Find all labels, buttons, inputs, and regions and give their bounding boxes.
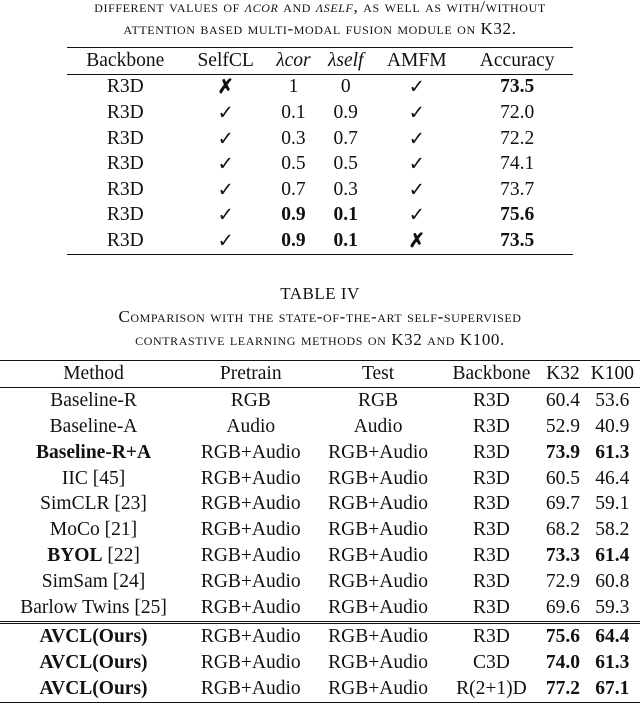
table-row [67,74,573,100]
backbone-cell: R3D [473,493,510,515]
method-name: AVCL(Ours) [39,625,148,647]
table3-header-accuracy: Accuracy [461,48,573,75]
table-row [0,491,640,517]
lambda-cor-cell: 0.5 [281,153,306,175]
backbone-cell: R3D [473,441,510,463]
table-row [0,595,640,622]
method-cell [0,569,187,595]
pretrain-cell: RGB+Audio [200,519,301,541]
test-cell: RGB+Audio [328,596,428,618]
method-name: Baseline-R+A [35,441,152,463]
lambda-self-symbol: λself [315,0,354,16]
test-cell: RGB+Audio [328,493,428,515]
k32-cell: 73.9 [545,441,580,463]
k32-cell: 77.2 [541,676,585,702]
table3-header-amfm: AMFM [372,48,461,75]
method-name: MoCo [49,519,100,541]
accuracy-cell: 73.5 [461,74,573,100]
k32-cell: 69.6 [545,596,580,618]
k100-cell: 58.2 [595,519,630,541]
table3-caption-line2: attention based multi-modal fusion module on K32. [123,19,517,38]
k100-cell: 60.8 [595,571,630,593]
pretrain-cell: RGB+Audio [200,651,301,673]
table3-caption-line1 [0,0,640,18]
check-icon: ✓ [217,154,234,176]
backbone-cell: R3D [106,101,144,123]
table-row [67,151,573,177]
backbone-cell: R(2+1)D [442,676,541,702]
method-reference: [23] [109,493,147,515]
lambda-cor-cell: 0.9 [281,204,306,226]
pretrain-cell: RGB+Audio [187,622,314,649]
method-cell [0,466,187,492]
check-icon: ✓ [217,205,234,227]
method-reference: [24] [107,571,146,593]
test-cell: RGB [314,387,441,413]
check-icon: ✓ [217,179,234,201]
table4 [0,360,640,703]
check-icon: ✓ [408,179,425,201]
backbone-cell: R3D [473,519,510,541]
pretrain-cell: RGB [187,387,314,413]
accuracy-cell: 72.2 [500,127,535,149]
test-cell: RGB+Audio [328,441,428,463]
backbone-cell: R3D [473,545,510,567]
pretrain-cell: Audio [226,415,276,437]
accuracy-cell: 73.7 [500,178,535,200]
table-row [67,203,573,229]
method-cell [0,595,187,622]
table-row [0,676,640,702]
backbone-cell: R3D [473,415,510,437]
test-cell: RGB+Audio [328,467,428,489]
cross-icon: ✗ [184,74,268,100]
table-row [67,126,573,152]
method-reference: [25] [129,596,167,618]
test-cell: RGB+Audio [314,622,441,649]
k100-cell: 64.4 [585,622,640,649]
check-icon: ✓ [408,154,425,176]
check-icon: ✓ [408,128,425,150]
backbone-cell: R3D [106,204,144,226]
table-row [0,414,640,440]
method-cell [0,414,187,440]
method-cell [0,440,187,466]
backbone-cell: R3D [442,622,541,649]
k100-cell: 61.3 [595,441,630,463]
pretrain-cell: RGB+Audio [200,493,301,515]
table3 [67,47,573,255]
table4-header-k32: K32 [541,361,585,388]
method-name: SimSam [41,571,108,593]
backbone-cell: R3D [106,178,144,200]
lambda-cor-cell: 0.1 [281,101,306,123]
caption-text-b: and [278,0,316,16]
method-name: AVCL(Ours) [39,651,148,673]
lambda-self-cell: 0 [319,74,372,100]
k32-cell: 52.9 [545,415,580,437]
method-cell [0,517,187,543]
table-row [0,622,640,649]
method-name: IIC [61,467,88,489]
k100-cell: 53.6 [585,387,640,413]
pretrain-cell: RGB+Audio [200,545,301,567]
k100-cell: 61.4 [595,545,630,567]
backbone-cell: R3D [473,571,510,593]
method-name: AVCL(Ours) [39,677,148,699]
table4-caption-line2: contrastive learning methods on K32 and K100. [135,330,505,349]
check-icon: ✓ [372,74,461,100]
table3-header-lambda-self: λself [319,48,372,75]
table-row [0,650,640,676]
table3-header-lambda-cor: λcor [268,48,319,75]
backbone-cell: R3D [473,467,510,489]
table-row [67,177,573,203]
k32-cell: 60.4 [541,387,585,413]
lambda-cor-cell: 0.9 [268,228,319,254]
backbone-cell: R3D [442,387,541,413]
accuracy-cell: 72.0 [500,101,535,123]
method-name: Barlow Twins [20,596,130,618]
test-cell: RGB+Audio [328,571,428,593]
table3-header-row [67,48,573,75]
k100-cell: 46.4 [595,467,630,489]
table-row [0,517,640,543]
table-row [67,100,573,126]
check-icon: ✓ [217,102,234,124]
accuracy-cell: 74.1 [500,153,535,175]
pretrain-cell: RGB+Audio [200,441,301,463]
pretrain-cell: RGB+Audio [200,571,301,593]
cross-icon: ✗ [372,228,461,254]
lambda-cor-cell: 0.3 [281,127,306,149]
method-cell [0,491,187,517]
method-reference: [21] [99,519,138,541]
pretrain-cell: RGB+Audio [200,596,301,618]
k100-cell: 59.1 [595,493,630,515]
k32-cell: 74.0 [545,651,580,673]
method-name: Baseline-R [50,389,137,411]
table4-header-backbone: Backbone [442,361,541,388]
k32-cell: 73.3 [545,545,580,567]
pretrain-cell: RGB+Audio [187,676,314,702]
lambda-self-cell: 0.3 [333,178,358,200]
test-cell: RGB+Audio [328,545,428,567]
test-cell: Audio [353,415,403,437]
check-icon: ✓ [217,128,234,150]
method-cell [0,676,187,702]
method-cell [0,387,187,413]
accuracy-cell: 75.6 [500,204,535,226]
k100-cell: 59.3 [595,596,630,618]
method-name: Baseline-A [49,415,138,437]
table4-header-method: Method [0,361,187,388]
method-name: SimCLR [40,493,110,515]
check-icon: ✓ [408,102,425,124]
k32-cell: 68.2 [545,519,580,541]
lambda-cor-cell: 0.7 [281,178,306,200]
k32-cell: 69.7 [545,493,580,515]
lambda-self-cell: 0.7 [333,127,358,149]
backbone-cell: R3D [67,74,184,100]
k32-cell: 75.6 [541,622,585,649]
backbone-cell: R3D [473,596,510,618]
k32-cell: 60.5 [545,467,580,489]
test-cell: RGB+Audio [328,519,428,541]
k100-cell: 40.9 [595,415,630,437]
lambda-self-cell: 0.9 [333,101,358,123]
method-reference: [45] [87,467,126,489]
table4-title: TABLE IV [280,284,360,303]
table-row [0,440,640,466]
test-cell: RGB+Audio [314,676,441,702]
check-icon: ✓ [184,228,268,254]
method-reference: [22] [102,545,140,567]
check-icon: ✓ [408,205,425,227]
k100-cell: 61.3 [595,651,630,673]
lambda-cor-cell: 1 [268,74,319,100]
lambda-self-cell: 0.1 [333,204,358,226]
method-name: BYOL [47,545,103,567]
test-cell: RGB+Audio [328,651,428,673]
table-row [0,387,640,413]
accuracy-cell: 73.5 [461,228,573,254]
method-cell [0,622,187,649]
k32-cell: 72.9 [545,571,580,593]
lambda-self-cell: 0.5 [333,153,358,175]
backbone-cell: C3D [473,651,510,673]
table-row [0,543,640,569]
table-row [0,466,640,492]
table3-header-selfcl: SelfCL [184,48,268,75]
method-cell [0,650,187,676]
lambda-cor-symbol: λcor [244,0,279,16]
caption-text-a: different values of [94,0,245,16]
table4-header-test: Test [314,361,441,388]
lambda-self-cell: 0.1 [319,228,372,254]
k100-cell: 67.1 [585,676,640,702]
table4-header-k100: K100 [585,361,640,388]
backbone-cell: R3D [106,127,144,149]
backbone-cell: R3D [67,228,184,254]
table4-header-pretrain: Pretrain [187,361,314,388]
table4-caption-line1: Comparison with the state-of-the-art self-supervised [118,307,522,326]
pretrain-cell: RGB+Audio [200,467,301,489]
method-cell [0,543,187,569]
table3-header-backbone: Backbone [67,48,184,75]
caption-text-c: , as well as with/without [353,0,546,16]
table-row [67,228,573,254]
backbone-cell: R3D [106,153,144,175]
table4-header-row [0,361,640,388]
table-row [0,569,640,595]
